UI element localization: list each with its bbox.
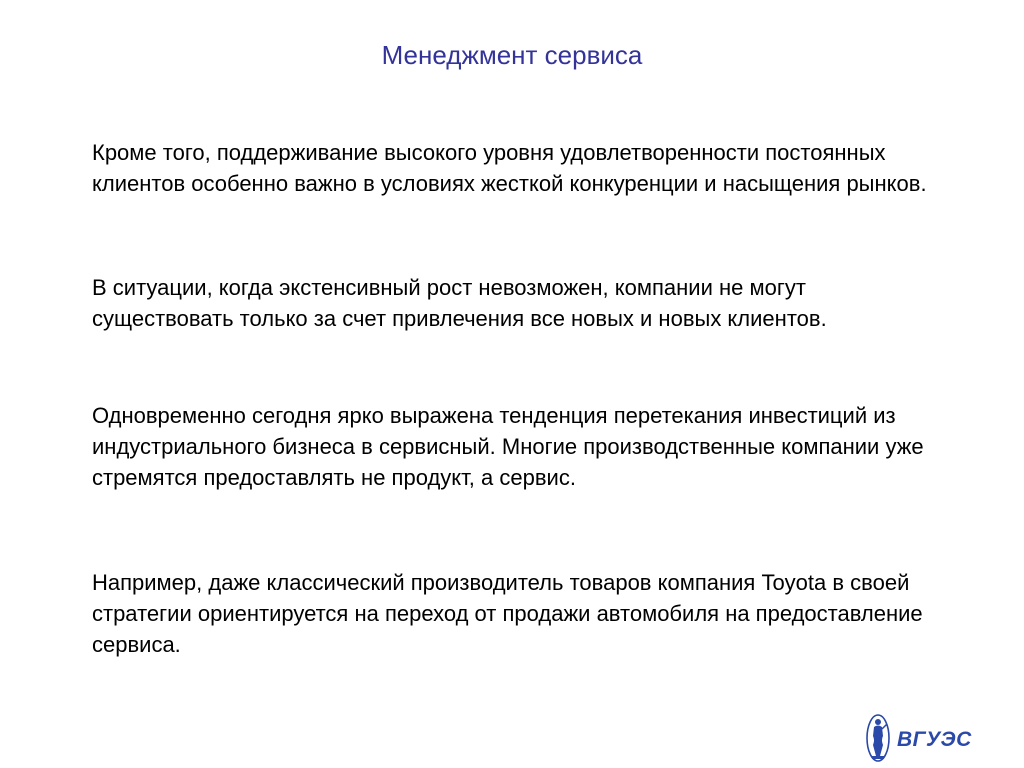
slide-title: Менеджмент сервиса: [381, 40, 643, 70]
statue-emblem-icon: [867, 715, 889, 761]
paragraph-1: Кроме того, поддерживание высокого уровня удовлетворенности постоянных клиентов особенно важно в условиях жесткой конкуренции и насыщения рынков.: [92, 140, 927, 196]
paragraph-2: В ситуации, когда экстенсивный рост невозможен, компании не могут существовать только за счет привлечения все новых и новых клиентов.: [92, 275, 827, 331]
university-logo: [864, 712, 988, 764]
paragraph-3: Одновременно сегодня ярко выражена тенденция перетекания инвестиций из индустриального бизнеса в сервисный. Многие производственные компании уже стремятся предоставлять не продукт, а сервис.: [92, 403, 924, 490]
logo-wordmark: ВГУЭС: [897, 728, 972, 751]
paragraph-4: Например, даже классический производитель товаров компания Toyota в своей стратегии ориентируется на переход от продажи автомобиля на предоставление сервиса.: [92, 570, 923, 657]
